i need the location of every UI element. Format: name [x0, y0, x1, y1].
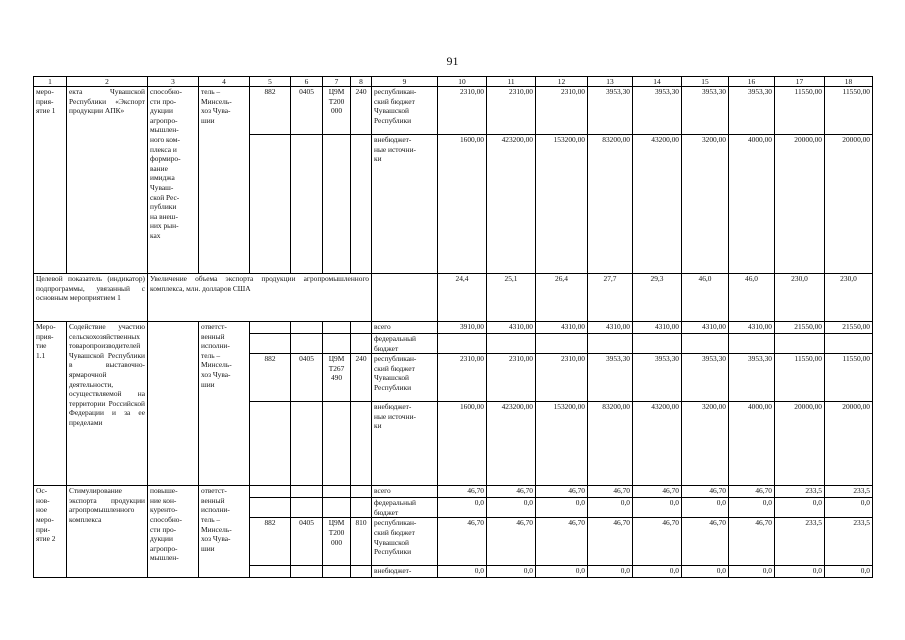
funding-source: республикан- ский бюджет Чувашской Республики [372, 354, 438, 402]
measure-number: Ос- нов- ное меро- при- ятие 2 [34, 486, 67, 578]
responsible-executor: ответст- венный исполни- тель – Минсель- хоз Чува- шии [199, 486, 250, 578]
amount-cell: 3953,30 [633, 87, 682, 135]
header-cell: 18 [825, 77, 873, 87]
code-section: 0405 [291, 518, 323, 566]
code-target [323, 322, 351, 334]
code-target: Ц9М Т200 000 [323, 87, 351, 135]
amount-cell: 0,0 [775, 566, 825, 578]
code-grbs: 882 [250, 518, 291, 566]
amount-cell: 3953,30 [729, 87, 775, 135]
amount-cell: 11550,00 [825, 354, 873, 402]
amount-cell: 0,0 [825, 566, 873, 578]
code-section: 0405 [291, 354, 323, 402]
code-type [351, 486, 372, 498]
amount-cell: 0,0 [438, 498, 487, 518]
amount-cell: 21550,00 [825, 322, 873, 334]
amount-cell: 20000,00 [825, 402, 873, 486]
amount-cell: 46,70 [588, 486, 633, 498]
amount-cell [825, 334, 873, 354]
amount-cell: 0,0 [825, 498, 873, 518]
amount-cell: 11550,00 [825, 87, 873, 135]
header-cell: 1 [34, 77, 67, 87]
amount-cell: 4310,00 [682, 322, 729, 334]
header-cell: 15 [682, 77, 729, 87]
header-cell: 10 [438, 77, 487, 87]
amount-cell [438, 334, 487, 354]
amount-cell: 21550,00 [775, 322, 825, 334]
amount-cell: 3953,30 [588, 87, 633, 135]
m2-row [34, 486, 873, 498]
amount-cell: 2310,00 [487, 87, 536, 135]
funding-source: республикан- ский бюджет Чувашской Республики [372, 87, 438, 135]
code-target [323, 498, 351, 518]
amount-cell: 43200,00 [633, 402, 682, 486]
amount-cell: 0,0 [588, 566, 633, 578]
code-target [323, 334, 351, 354]
indicator-value: 230,0 [825, 274, 873, 322]
amount-cell: 46,70 [633, 486, 682, 498]
code-grbs [250, 402, 291, 486]
code-grbs: 882 [250, 354, 291, 402]
indicator-value: 46,0 [729, 274, 775, 322]
amount-cell: 4310,00 [536, 322, 588, 334]
indicator-row [34, 274, 873, 322]
m11-row [34, 322, 873, 334]
header-cell: 13 [588, 77, 633, 87]
code-type [351, 322, 372, 334]
amount-cell: 4000,00 [729, 135, 775, 274]
amount-cell: 4000,00 [729, 402, 775, 486]
amount-cell: 153200,00 [536, 135, 588, 274]
code-grbs [250, 498, 291, 518]
amount-cell: 4310,00 [633, 322, 682, 334]
indicator-value: 24,4 [438, 274, 487, 322]
code-type: 240 [351, 354, 372, 402]
amount-cell: 3953,30 [588, 354, 633, 402]
amount-cell [729, 334, 775, 354]
amount-cell: 233,5 [775, 486, 825, 498]
amount-cell: 4310,00 [729, 322, 775, 334]
amount-cell: 20000,00 [775, 402, 825, 486]
measure-name: Стимулирование экспорта продукции агропромышленного комплекса [67, 486, 148, 578]
page-number: 91 [446, 54, 459, 68]
amount-cell: 46,70 [487, 518, 536, 566]
header-cell: 7 [323, 77, 351, 87]
amount-cell: 3953,30 [682, 354, 729, 402]
header-cell: 9 [372, 77, 438, 87]
amount-cell [487, 334, 536, 354]
indicator-label: Целевой показатель (индикатор) подпрограммы, увязанный с основным мероприятием 1 [34, 274, 148, 322]
amount-cell: 46,70 [682, 518, 729, 566]
amount-cell [588, 334, 633, 354]
amount-cell: 46,70 [536, 518, 588, 566]
amount-cell: 1600,00 [438, 402, 487, 486]
header-cell: 3 [148, 77, 199, 87]
header-row [34, 77, 873, 87]
code-type [351, 334, 372, 354]
amount-cell: 46,70 [438, 518, 487, 566]
amount-cell [536, 334, 588, 354]
amount-cell: 11550,00 [775, 87, 825, 135]
amount-cell: 233,5 [775, 518, 825, 566]
header-cell: 16 [729, 77, 775, 87]
amount-cell: 2310,00 [438, 87, 487, 135]
code-grbs [250, 135, 291, 274]
amount-cell: 0,0 [682, 566, 729, 578]
code-section: 0405 [291, 87, 323, 135]
amount-cell: 20000,00 [775, 135, 825, 274]
code-target: Ц9М Т200 000 [323, 518, 351, 566]
amount-cell: 153200,00 [536, 402, 588, 486]
amount-cell: 3200,00 [682, 135, 729, 274]
indicator-value: 26,4 [536, 274, 588, 322]
amount-cell: 11550,00 [775, 354, 825, 402]
header-cell: 12 [536, 77, 588, 87]
amount-cell [682, 334, 729, 354]
header-cell: 6 [291, 77, 323, 87]
amount-cell: 0,0 [682, 498, 729, 518]
amount-cell: 3200,00 [682, 402, 729, 486]
indicator-empty [372, 274, 438, 322]
amount-cell: 46,70 [729, 486, 775, 498]
amount-cell: 0,0 [633, 498, 682, 518]
amount-cell: 2310,00 [536, 354, 588, 402]
code-target [323, 135, 351, 274]
amount-cell: 0,0 [588, 498, 633, 518]
funding-source: республикан- ский бюджет Чувашской Республики [372, 518, 438, 566]
code-section [291, 566, 323, 578]
amount-cell: 3953,30 [682, 87, 729, 135]
funding-source: федеральный бюджет [372, 334, 438, 354]
code-grbs [250, 566, 291, 578]
amount-cell: 2310,00 [438, 354, 487, 402]
amount-cell: 46,70 [633, 518, 682, 566]
amount-cell: 0,0 [536, 566, 588, 578]
indicator-value: 27,7 [588, 274, 633, 322]
amount-cell: 0,0 [536, 498, 588, 518]
amount-cell: 0,0 [633, 566, 682, 578]
code-target [323, 402, 351, 486]
amount-cell: 0,0 [487, 566, 536, 578]
indicator-value: 230,0 [775, 274, 825, 322]
amount-cell: 3910,00 [438, 322, 487, 334]
code-grbs [250, 322, 291, 334]
amount-cell: 46,70 [438, 486, 487, 498]
code-section [291, 402, 323, 486]
header-cell: 2 [67, 77, 148, 87]
code-grbs: 882 [250, 87, 291, 135]
amount-cell: 3953,30 [729, 354, 775, 402]
amount-cell: 233,5 [825, 518, 873, 566]
amount-cell: 46,70 [588, 518, 633, 566]
indicator-value: 46,0 [682, 274, 729, 322]
code-type [351, 402, 372, 486]
m1-row [34, 87, 873, 135]
funding-source: всего [372, 322, 438, 334]
measure-number: Меро- прия- тие 1.1 [34, 322, 67, 486]
amount-cell: 4310,00 [588, 322, 633, 334]
funding-source: внебюджет- ные источни- ки [372, 402, 438, 486]
amount-cell: 46,70 [536, 486, 588, 498]
amount-cell: 2310,00 [487, 354, 536, 402]
responsible-executor: тель – Минсель- хоз Чува- шии [199, 87, 250, 274]
code-type [351, 566, 372, 578]
indicator-value: 29,3 [633, 274, 682, 322]
funding-source: внебюджет- [372, 566, 438, 578]
code-type [351, 135, 372, 274]
header-cell: 4 [199, 77, 250, 87]
amount-cell: 423200,00 [487, 135, 536, 274]
amount-cell: 20000,00 [825, 135, 873, 274]
amount-cell [775, 334, 825, 354]
header-cell: 11 [487, 77, 536, 87]
measure-name: Содействие участию сельскохозяйственных товаропроизводителей Чувашской Республики в выставочно-ярмарочной деятельности, осуществляемой на территории Российской Федерации и за ее пределами [67, 322, 148, 486]
amount-cell: 0,0 [487, 498, 536, 518]
responsible-executor: ответст- венный исполни- тель – Минсель- хоз Чува- шии [199, 322, 250, 486]
funding-source: внебюджет- ные источни- ки [372, 135, 438, 274]
code-target: Ц9М Т267 490 [323, 354, 351, 402]
amount-cell [633, 334, 682, 354]
measure-goal [148, 322, 199, 486]
funding-source: федеральный бюджет [372, 498, 438, 518]
amount-cell: 46,70 [729, 518, 775, 566]
code-section [291, 486, 323, 498]
amount-cell: 0,0 [729, 498, 775, 518]
code-grbs [250, 334, 291, 354]
code-section [291, 498, 323, 518]
amount-cell: 2310,00 [536, 87, 588, 135]
amount-cell: 1600,00 [438, 135, 487, 274]
amount-cell: 83200,00 [588, 135, 633, 274]
amount-cell: 0,0 [438, 566, 487, 578]
amount-cell: 423200,00 [487, 402, 536, 486]
amount-cell: 233,5 [825, 486, 873, 498]
code-grbs [250, 486, 291, 498]
measure-goal: способно- сти про- дукции агропро- мышлен- ного ком- плекса и формиро- вание имиджа Чуваш- ской Рес- публики на внеш- них рын- ках [148, 87, 199, 274]
code-type: 240 [351, 87, 372, 135]
budget-table [33, 76, 873, 578]
measure-name: екта Чувашской Республики «Экспорт продукции АПК» [67, 87, 148, 274]
amount-cell: 43200,00 [633, 135, 682, 274]
code-section [291, 322, 323, 334]
header-cell: 14 [633, 77, 682, 87]
code-type: 810 [351, 518, 372, 566]
code-section [291, 135, 323, 274]
amount-cell: 0,0 [775, 498, 825, 518]
measure-number: меро- прия- ятие 1 [34, 87, 67, 274]
indicator-value: 25,1 [487, 274, 536, 322]
code-type [351, 498, 372, 518]
amount-cell: 46,70 [487, 486, 536, 498]
funding-source: всего [372, 486, 438, 498]
code-target [323, 486, 351, 498]
amount-cell: 83200,00 [588, 402, 633, 486]
amount-cell: 4310,00 [487, 322, 536, 334]
header-cell: 17 [775, 77, 825, 87]
header-cell: 8 [351, 77, 372, 87]
amount-cell: 46,70 [682, 486, 729, 498]
header-cell: 5 [250, 77, 291, 87]
code-target [323, 566, 351, 578]
amount-cell: 3953,30 [633, 354, 682, 402]
indicator-text: Увеличение объема экспорта продукции агропромышленного комплекса, млн. долларов США [148, 274, 372, 322]
amount-cell: 0,0 [729, 566, 775, 578]
code-section [291, 334, 323, 354]
measure-goal: повыше- ние кон- куренто- способно- сти про- дукции агропро- мышлен- [148, 486, 199, 578]
